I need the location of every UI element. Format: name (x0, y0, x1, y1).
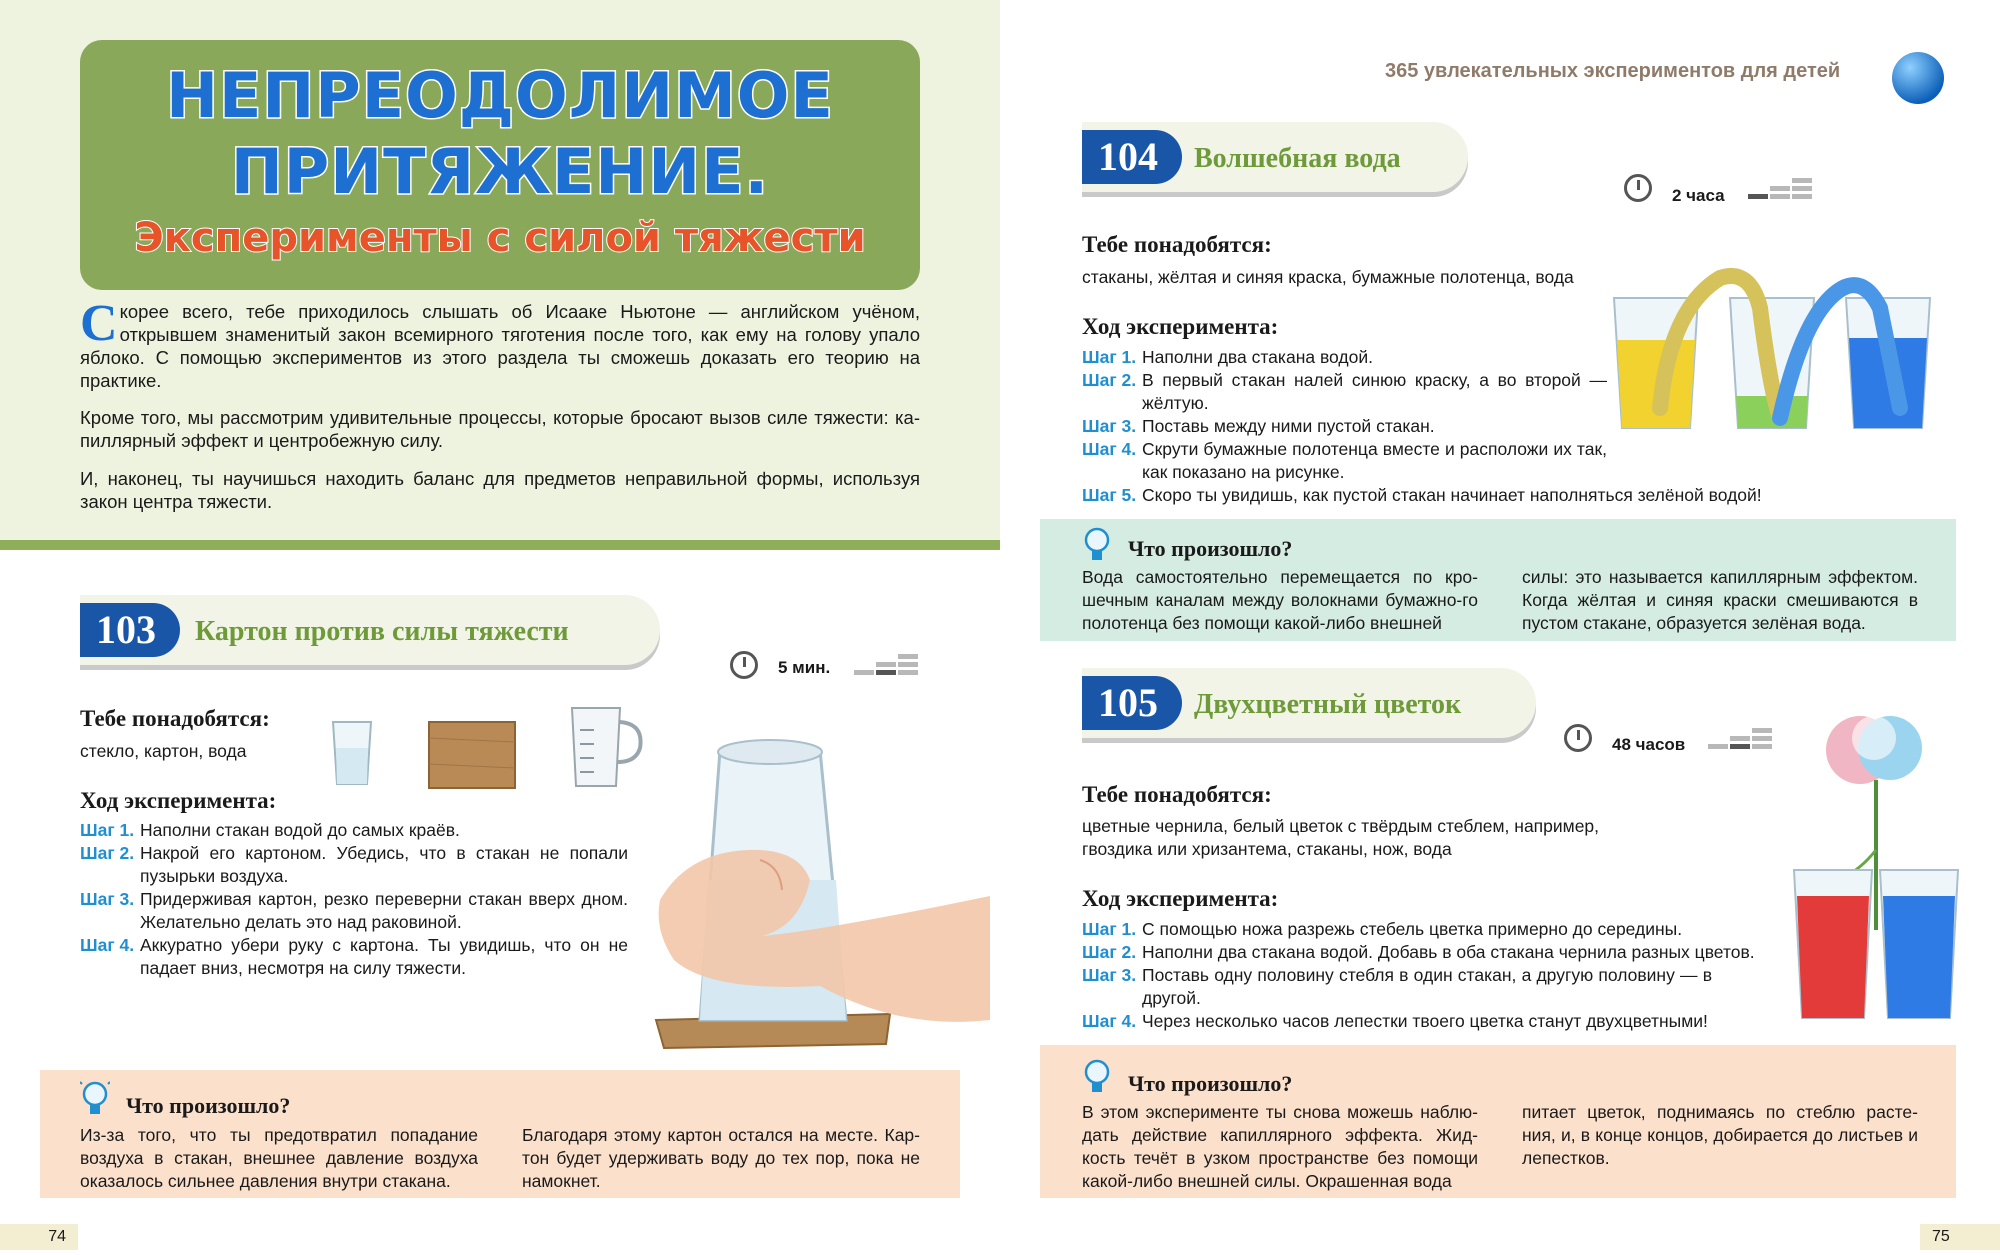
step-item (80, 934, 628, 980)
exp103-result-heading: Что произошло? (126, 1093, 291, 1118)
chapter-title (80, 58, 920, 210)
exp104-steps-heading: Ход эксперимента: (1082, 314, 1279, 339)
step-text: Скрути бумажные полотенца вместе и расположи их так, как показано на рисунке. (1142, 439, 1607, 482)
intro-text-1: корее всего, тебе приходилось слышать об Исааке Ньютоне — английском учёном, открывшем знаменитый закон всемирного тяготения после того, как ему на голову упало яблоко. С помощью экспериментов из этого раздела ты сможешь доказать его теорию на практике. (80, 301, 920, 391)
page-number-left: 74 (0, 1224, 78, 1250)
measuring-jug-image (562, 700, 648, 792)
step-label: Шаг 2. (80, 843, 135, 863)
exp105-need-text: цветные чернила, белый цветок с твёрдым стеблем, например, гвоздика или хризантема, стаканы, нож, вода (1082, 816, 1600, 859)
step-label: Шаг 1. (80, 820, 135, 840)
step-item (1082, 415, 1607, 438)
step-text: В первый стакан налей синюю краску, а во второй — жёлтую. (1142, 370, 1607, 413)
step-text: Накрой его картоном. Убедись, что в стакан не попали пузырьки воздуха. (140, 843, 628, 886)
stopwatch-icon (1624, 174, 1652, 202)
exp103-title: Картон против силы тяжести (195, 616, 569, 647)
step-item (1082, 438, 1607, 484)
step-label: Шаг 4. (1082, 1011, 1137, 1031)
chapter-title-line1: НЕПРЕОДОЛИМОЕ (166, 59, 834, 132)
difficulty-icon (854, 652, 918, 678)
difficulty-icon (1748, 176, 1812, 202)
lightbulb-icon (80, 1080, 110, 1120)
exp105-result-col2: питает цветок, поднимаясь по стеблю расте-ния, и, в конце концов, добирается до листьев и лепестков. (1522, 1102, 1918, 1168)
intro-paragraph-3: И, наконец, ты научишься находить баланс для предметов неправильной формы, используя закон центра тяжести. (80, 468, 920, 512)
cardboard-image (425, 718, 520, 792)
book-header: 365 увлекательных экспериментов для детей (1385, 60, 1841, 82)
lightbulb-icon (1082, 526, 1112, 566)
exp105-steps (1082, 918, 1802, 1033)
step-text: Наполни стакан водой до самых краёв. (140, 820, 460, 840)
page-number-right: 75 (1920, 1224, 2000, 1250)
exp105-title: Двухцветный цветок (1194, 689, 1462, 720)
exp105-result-heading: Что произошло? (1128, 1071, 1293, 1096)
exp103-need-heading: Тебе понадобятся: (80, 706, 270, 731)
step-item (1082, 484, 1962, 507)
step-label: Шаг 2. (1082, 942, 1137, 962)
three-glasses-photo (1610, 268, 1950, 438)
step-item (80, 842, 628, 888)
upturned-glass-photo (650, 730, 1000, 1060)
step-label: Шаг 3. (1082, 965, 1137, 985)
step-text: Поставь одну половину стебля в один стакан, а другую половину — в другой. (1142, 965, 1712, 1008)
exp103-need-text: стекло, картон, вода (80, 741, 247, 761)
exp103-steps-heading: Ход эксперимента: (80, 788, 277, 813)
chapter-title-line2: ПРИТЯЖЕНИЕ. (230, 135, 770, 208)
exp105-result-col1: В этом эксперименте ты снова можешь наблю-дать действие капиллярного эффекта. Жид-кость течёт в узком пространстве без помощи какой-либо внешней силы. Окрашенная вода (1082, 1102, 1478, 1191)
step-label: Шаг 3. (1082, 416, 1137, 436)
exp105-time: 48 часов (1612, 735, 1686, 754)
step-item (1082, 941, 1802, 964)
exp104-steps (1082, 346, 1607, 484)
dropcap: С (80, 295, 118, 352)
exp104-time: 2 часа (1672, 186, 1725, 205)
step-text: Скоро ты увидишь, как пустой стакан начинает наполняться зелёной водой! (1142, 485, 1762, 505)
glass-image (330, 718, 374, 788)
step-text: С помощью ножа разрежь стебель цветка примерно до середины. (1142, 919, 1683, 939)
step-label: Шаг 5. (1082, 485, 1137, 505)
exp103-result-col2: Благодаря этому картон остался на месте. Кар-тон будет удерживать воду до тех пор, пока не намокнет. (522, 1125, 920, 1191)
exp105-need-heading: Тебе понадобятся: (1082, 782, 1272, 807)
step-text: Поставь между ними пустой стакан. (1142, 416, 1435, 436)
stopwatch-icon (730, 651, 758, 679)
chapter-subtitle: Эксперименты с силой тяжести (134, 215, 866, 261)
step-label: Шаг 1. (1082, 347, 1137, 367)
step-text: Наполни два стакана водой. Добавь в оба стакана чернила разных цветов. (1142, 942, 1755, 962)
exp104-result-heading: Что произошло? (1128, 536, 1293, 561)
step-text: Придерживая картон, резко переверни стакан вверх дном. Желательно делать это над раковиной. (140, 889, 628, 932)
exp104-result-col2: силы: это называется капиллярным эффектом. Когда жёлтая и синяя краски смешиваются в пустом стакане, образуется зелёная вода. (1522, 567, 1918, 633)
step-label: Шаг 4. (1082, 439, 1137, 459)
exp105-number: 105 (1082, 676, 1182, 730)
intro-divider (0, 540, 1000, 550)
step-item (1082, 369, 1607, 415)
step-label: Шаг 3. (80, 889, 135, 909)
exp105-steps-heading: Ход эксперимента: (1082, 886, 1279, 911)
exp103-time: 5 мин. (778, 658, 831, 677)
exp104-title: Волшебная вода (1194, 143, 1401, 174)
step-text: Аккуратно убери руку с картона. Ты увидишь, что он не падает вниз, несмотря на силу тяжести. (140, 935, 628, 978)
exp104-step5 (1082, 484, 1962, 507)
step-item (1082, 964, 1712, 1010)
exp104-number: 104 (1082, 130, 1182, 184)
exp104-need-heading: Тебе понадобятся: (1082, 232, 1272, 257)
exp104-result-col1: Вода самостоятельно перемещается по кро-шечным каналам между волокнами бумажно-го полотенца без помощи какой-либо внешней (1082, 567, 1478, 633)
intro-paragraph-1 (80, 295, 920, 392)
step-item (1082, 1010, 1802, 1033)
exp103-steps (80, 819, 628, 980)
step-label: Шаг 1. (1082, 919, 1137, 939)
step-item (1082, 346, 1607, 369)
stopwatch-icon (1564, 724, 1592, 752)
difficulty-icon (1708, 726, 1772, 752)
intro-paragraph-2: Кроме того, мы рассмотрим удивительные процессы, которые бросают вызов силе тяжести: ка-пиллярный эффект и центробежную силу. (80, 407, 920, 451)
step-item (1082, 918, 1802, 941)
exp103-result-col1: Из-за того, что ты предотвратил попадание воздуха в стакан, внешнее давление воздуха оказалось сильнее давления внутри стакана. (80, 1125, 478, 1191)
step-label: Шаг 4. (80, 935, 135, 955)
exp103-number: 103 (80, 603, 180, 657)
step-text: Через несколько часов лепестки твоего цветка станут двухцветными! (1142, 1011, 1708, 1031)
two-color-flower-photo (1790, 700, 1960, 1030)
exp104-need-text: стаканы, жёлтая и синяя краска, бумажные полотенца, вода (1082, 267, 1574, 287)
step-item (80, 819, 628, 842)
step-item (80, 888, 628, 934)
step-label: Шаг 2. (1082, 370, 1137, 390)
blue-sphere-icon (1890, 50, 1946, 106)
step-text: Наполни два стакана водой. (1142, 347, 1373, 367)
lightbulb-icon (1082, 1058, 1112, 1098)
